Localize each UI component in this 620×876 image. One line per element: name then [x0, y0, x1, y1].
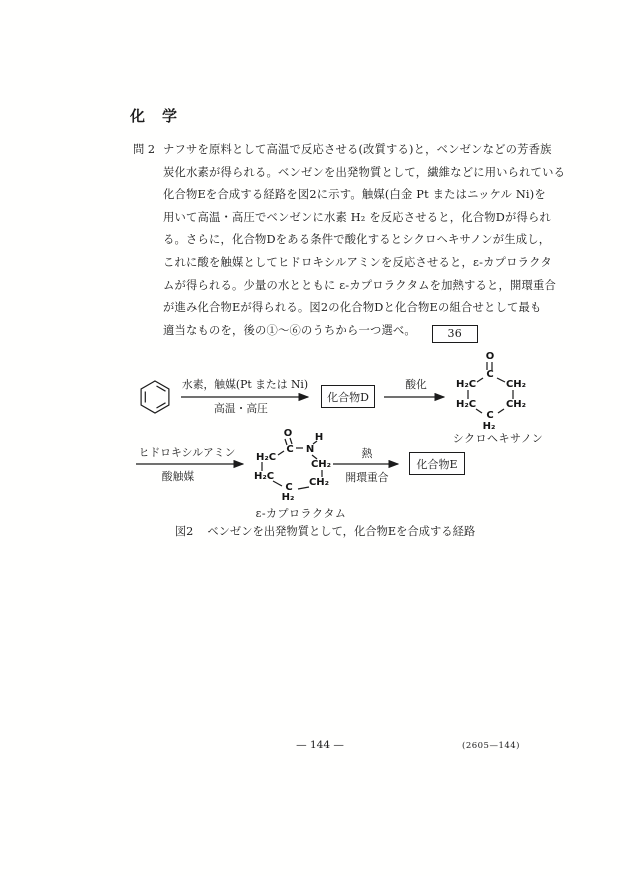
cyclohexanone-label: シクロヘキサノン: [452, 432, 544, 445]
arrow-label-ring-opening-polymerization: 開環重合: [345, 471, 389, 484]
atom-label-carbonyl-carbon: C: [286, 444, 294, 455]
question-text-line: これに酸を触媒としてヒドロキシルアミンを反応させると，ε-カプロラクタ: [163, 255, 552, 269]
atom-label-carbon: C: [285, 482, 293, 493]
question-text-line: が進み化合物Eが得られる。図2の化合物Dと化合物Eの組合せとして最も: [163, 301, 542, 315]
atom-label-h2: H₂: [482, 421, 496, 432]
atom-label-ch2: CH₂: [505, 379, 527, 390]
subject-title: 化 学: [130, 107, 179, 125]
footer-page-number: — 144 —: [296, 739, 344, 751]
atom-label-ch2: H₂C: [253, 471, 275, 482]
figure-caption: [125, 523, 525, 539]
caprolactam-label: ε-カプロラクタム: [255, 507, 347, 520]
question-text-line: 用いて高温・高圧でベンゼンに水素 H₂ を反応させると，化合物Dが得られ: [163, 210, 552, 224]
atom-label-hydrogen: H: [314, 432, 324, 443]
atom-label-ch2: CH₂: [308, 477, 330, 488]
question-text-line: 炭化水素が得られる。ベンゼンを出発物質として，繊維などに用いられている: [163, 165, 566, 179]
atom-label-ch2: CH₂: [310, 459, 332, 470]
reaction-arrow-ring-opening: [333, 446, 398, 484]
question-text-line: ナフサを原料として高温で反応させる(改質する)と，ベンゼンなどの芳香族: [163, 143, 552, 156]
arrow-label-hydroxylamine: ヒドロキシルアミン: [138, 446, 236, 459]
question-text-line: 化合物Eを合成する経路を図2に示す。触媒(白金 Pt またはニッケル Ni)を: [163, 188, 546, 202]
atom-label-ch2: H₂C: [455, 379, 477, 390]
arrow-label-oxidation: 酸化: [405, 378, 427, 391]
atom-label-h2: H₂: [281, 492, 295, 503]
arrow-label-acid-catalyst: 酸触媒: [161, 470, 195, 483]
arrow-label-heat: 熱: [361, 447, 373, 460]
reaction-arrow-oxidation: [384, 377, 444, 397]
compound-d-box: 化合物D: [321, 385, 375, 408]
atom-label-oxygen: O: [485, 351, 495, 362]
reaction-arrow-hydroxylamine: [136, 446, 243, 483]
compound-e-box: 化合物E: [409, 452, 465, 475]
atom-label-carbonyl-carbon: C: [486, 369, 494, 380]
footer-document-code: (2605—144): [462, 741, 520, 751]
question-text-line: 適当なものを，後の①～⑥のうちから一つ選べ。: [163, 323, 416, 337]
atom-label-carbon: C: [486, 410, 494, 421]
question-text-line: る。さらに，化合物Dをある条件で酸化するとシクロヘキサノンが生成し，: [163, 233, 551, 247]
arrow-label-high-temp-pressure: 高温・高圧: [214, 402, 268, 415]
answer-number-box: 36: [432, 325, 478, 343]
figure-caption-text: ベンゼンを出発物質として，化合物Eを合成する経路: [207, 525, 476, 538]
atom-label-ch2: H₂C: [455, 399, 477, 410]
arrow-label-hydrogen-catalyst: 水素，触媒(Pt または Ni): [181, 378, 309, 391]
question-number: 問 2: [133, 143, 156, 156]
atom-label-oxygen: O: [283, 428, 293, 439]
figure-caption-number: 図2: [174, 525, 194, 538]
benzene-ring-structure: [141, 381, 169, 413]
question-text-line: ムが得られる。少量の水とともに ε-カプロラクタムを加熱すると，開環重合: [163, 278, 557, 292]
cyclohexanone-structure: [456, 351, 526, 432]
atom-label-nitrogen: N: [305, 444, 315, 455]
atom-label-ch2: CH₂: [505, 399, 527, 410]
caprolactam-structure: [254, 428, 331, 503]
reaction-arrow-hydrogenation: [181, 377, 308, 415]
atom-label-ch2: H₂C: [255, 452, 277, 463]
